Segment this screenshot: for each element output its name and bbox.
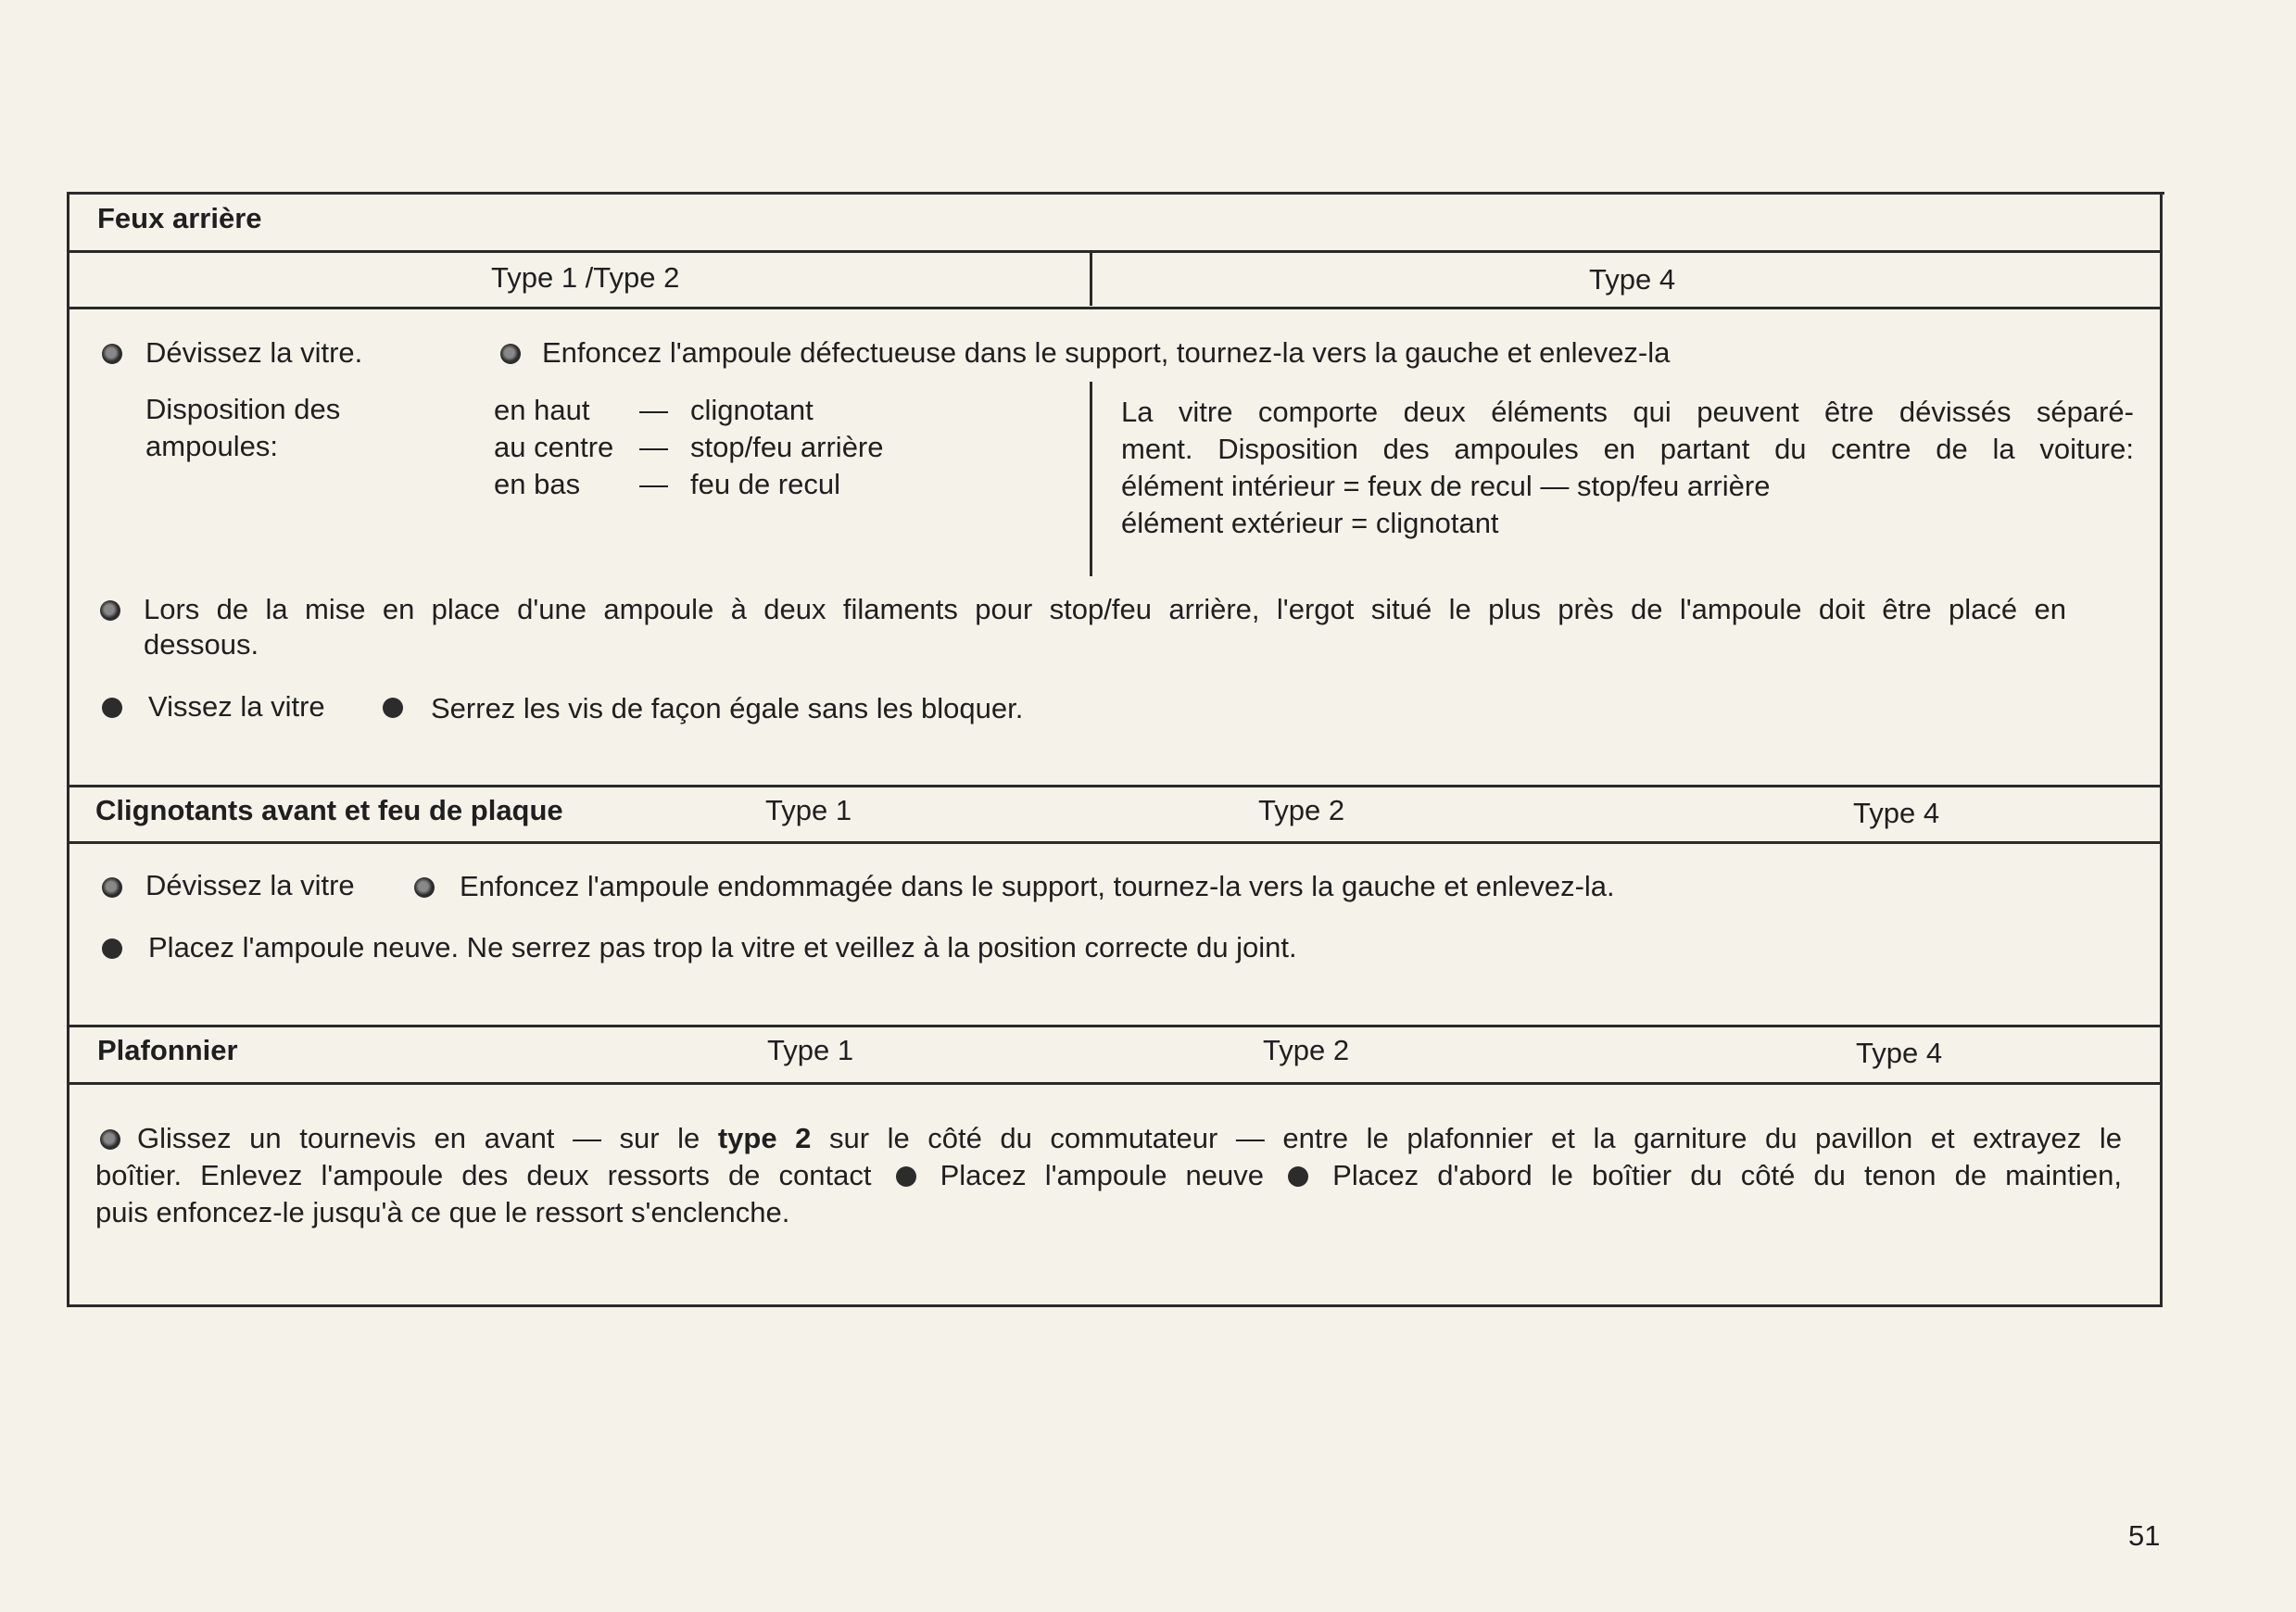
disposition-label: Disposition des bbox=[145, 393, 341, 425]
position-what: clignotant bbox=[690, 394, 814, 426]
bullet-icon bbox=[500, 344, 521, 364]
step-place-new-bulb: Placez l'ampoule neuve. Ne serrez pas trop la vitre et veillez à la position correcte du joint. bbox=[148, 931, 1297, 963]
column-header-type2: Type 2 bbox=[1258, 794, 1345, 826]
step-screw-glass: Vissez la vitre bbox=[148, 690, 325, 723]
bullet-icon bbox=[1288, 1166, 1308, 1187]
plafonnier-instructions: puis enfoncez-le jusqu'à ce que le ressort s'enclenche. bbox=[95, 1196, 790, 1228]
column-divider-body bbox=[1090, 382, 1092, 576]
column-header-type2: Type 2 bbox=[1263, 1034, 1350, 1066]
position-where: en haut bbox=[494, 394, 590, 426]
frame-top-border bbox=[67, 192, 2164, 195]
frame-right-border bbox=[2160, 192, 2163, 1307]
section-title-plafonnier: Plafonnier bbox=[97, 1034, 238, 1066]
note-two-filament-bulb: Lors de la mise en place d'une ampoule à deux filaments pour stop/feu arrière, l'ergot situé le plus près de l'ampoule doit être placé en bbox=[144, 593, 2066, 625]
type4-line: ment. Disposition des ampoules en partant du centre de la voiture: bbox=[1121, 433, 2134, 465]
bullet-icon bbox=[896, 1166, 916, 1187]
column-header-type1-type2: Type 1 /Type 2 bbox=[491, 261, 680, 294]
type4-line: élément intérieur = feux de recul — stop/feu arrière bbox=[1121, 470, 1771, 502]
bullet-icon bbox=[100, 600, 120, 621]
bold-type2: type 2 bbox=[717, 1122, 812, 1154]
step-push-bulb: Enfoncez l'ampoule défectueuse dans le support, tournez-la vers la gauche et enlevez-la bbox=[542, 336, 1671, 369]
position-what: feu de recul bbox=[690, 468, 840, 500]
column-header-type4: Type 4 bbox=[1589, 263, 1676, 296]
frame-left-border bbox=[67, 192, 69, 1307]
column-header-type4: Type 4 bbox=[1856, 1037, 1943, 1069]
frame-bottom-border bbox=[67, 1304, 2163, 1307]
position-what: stop/feu arrière bbox=[690, 431, 884, 463]
column-header-type4: Type 4 bbox=[1853, 797, 1940, 829]
position-dash: — bbox=[639, 431, 668, 463]
step-push-bulb: Enfoncez l'ampoule endommagée dans le support, tournez-la vers la gauche et enlevez-la. bbox=[460, 870, 1615, 902]
position-where: au centre bbox=[494, 431, 614, 463]
column-header-type1: Type 1 bbox=[765, 794, 852, 826]
step-unscrew-glass: Dévissez la vitre. bbox=[145, 336, 363, 369]
section2-top-divider bbox=[67, 785, 2163, 787]
bullet-icon bbox=[102, 344, 122, 364]
column-divider-top bbox=[1090, 252, 1092, 306]
type4-line: élément extérieur = clignotant bbox=[1121, 507, 1499, 539]
position-dash: — bbox=[639, 468, 668, 500]
section-title-clignotants: Clignotants avant et feu de plaque bbox=[95, 794, 563, 826]
type4-line: La vitre comporte deux éléments qui peuvent être dévissés séparé- bbox=[1121, 396, 2134, 428]
section-title-feux-arriere: Feux arrière bbox=[97, 202, 262, 234]
bullet-icon bbox=[383, 698, 403, 718]
column-header-type1: Type 1 bbox=[767, 1034, 854, 1066]
bullet-icon bbox=[102, 877, 122, 898]
position-where: en bas bbox=[494, 468, 581, 500]
bullet-icon bbox=[102, 938, 122, 959]
section2-header-divider bbox=[67, 841, 2163, 844]
note-two-filament-bulb: dessous. bbox=[144, 628, 259, 661]
section3-header-divider bbox=[67, 1082, 2163, 1085]
position-dash: — bbox=[639, 394, 668, 426]
disposition-label: ampoules: bbox=[145, 430, 279, 462]
section1-header-divider bbox=[67, 250, 2163, 253]
section1-columns-divider bbox=[67, 307, 2163, 309]
step-tighten-screws: Serrez les vis de façon égale sans les bloquer. bbox=[431, 692, 1024, 724]
bullet-icon bbox=[100, 1129, 120, 1150]
step-unscrew-glass: Dévissez la vitre bbox=[145, 869, 355, 901]
bullet-icon bbox=[102, 698, 122, 718]
plafonnier-instructions: Glissez un tournevis en avant — sur le type 2 sur le côté du commutateur — entre le plafonnier et la garniture du pavillon et extrayez le bbox=[137, 1122, 2122, 1154]
bullet-icon bbox=[414, 877, 435, 898]
section3-top-divider bbox=[67, 1025, 2163, 1027]
plafonnier-instructions: boîtier. Enlevez l'ampoule des deux ressorts de contact Placez l'ampoule neuve Placez d'abord le boîtier du côté du tenon de maintien, bbox=[95, 1159, 2122, 1191]
page-number: 51 bbox=[2128, 1519, 2161, 1552]
